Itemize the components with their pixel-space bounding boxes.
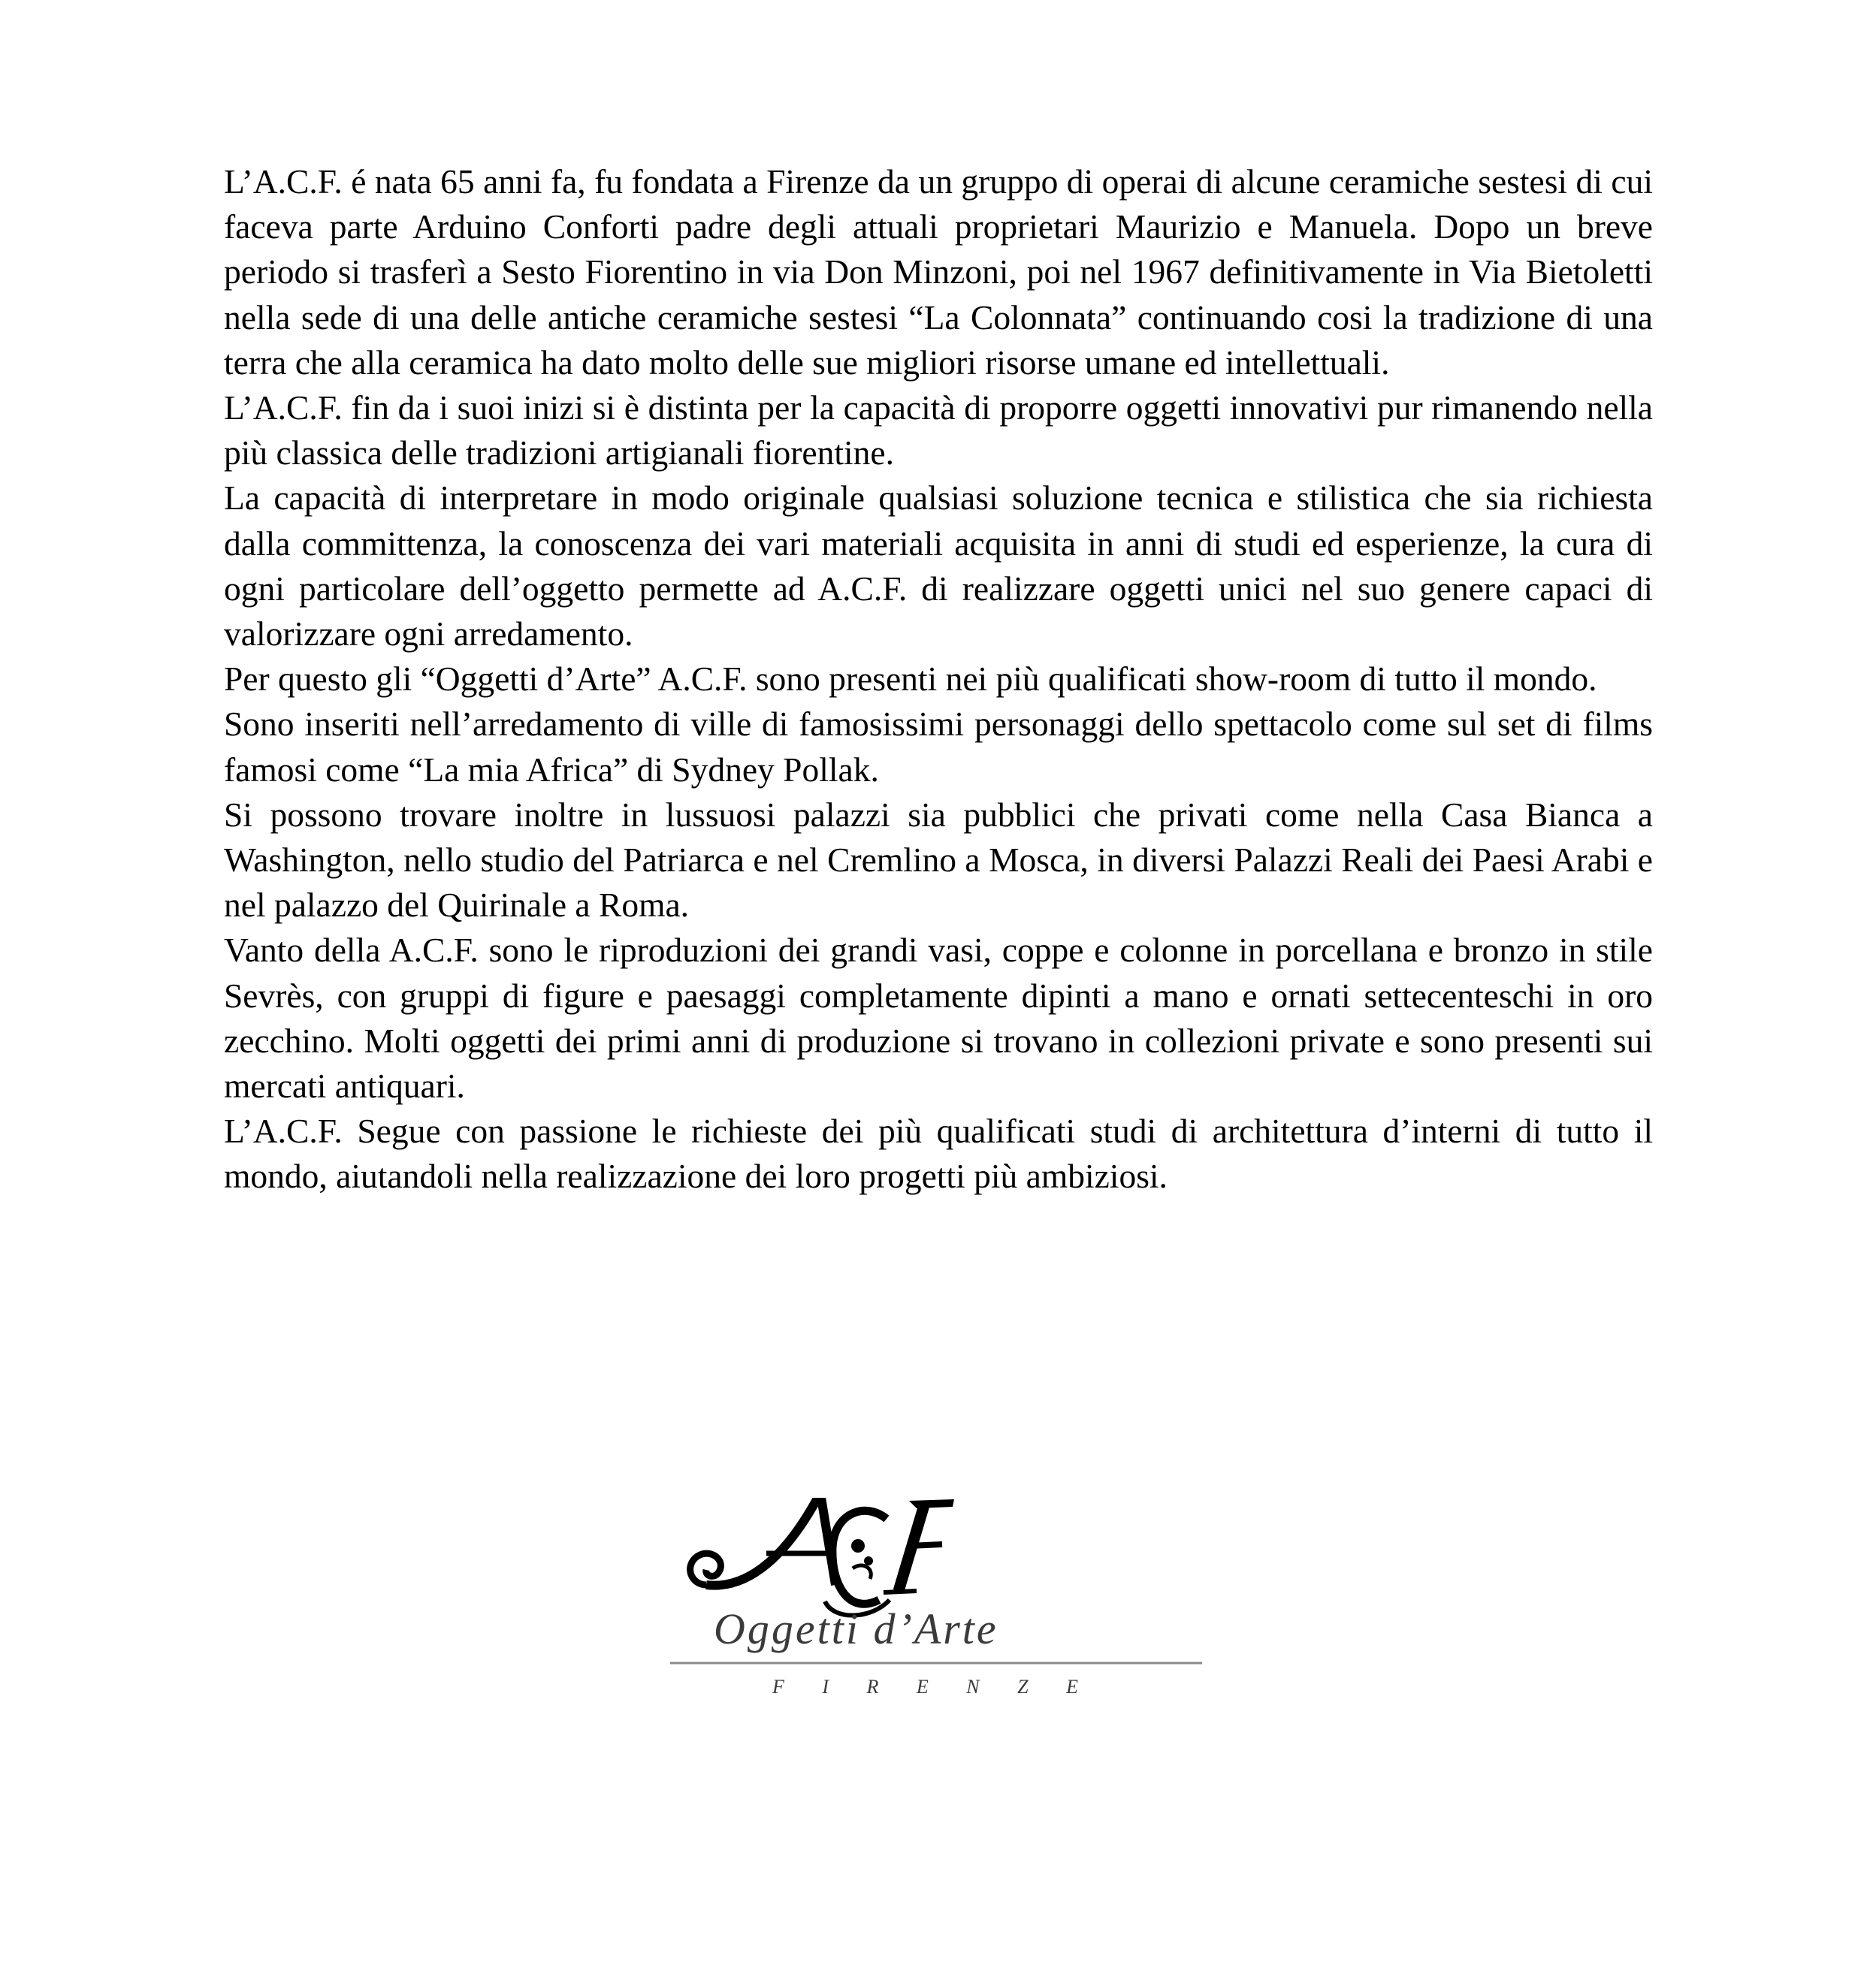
- paragraph-palaces: Si possono trovare inoltre in lussuosi palazzi sia pubblici che privati come nella Casa Bianca a Washington, nello studio del Patriarca e nel Cremlino a Mosca, in diversi Palazzi Reali dei Paesi Arabi e nel palazzo del Quirinale a Roma.: [224, 795, 1653, 925]
- paragraph-showrooms: Per questo gli “Oggetti d’Arte” A.C.F. sono presenti nei più qualificati show-room di tutto il mondo.: [224, 660, 1597, 699]
- paragraph-celebrities: Sono inseriti nell’arredamento di ville di famosissimi personaggi dello spettacolo come sul set di films famosi come “La mia Africa” di Sydney Pollak.: [224, 705, 1653, 789]
- body-text: [224, 159, 1653, 1200]
- paragraph-sevres: Vanto della A.C.F. sono le riproduzioni dei grandi vasi, coppe e colonne in porcellana e bronzo in stile Sevrès, con gruppi di figure e paesaggi completamente dipinti a mano e ornati settecenteschi in oro zecchino. Molti oggetti dei primi anni di produzione si trovano in collezioni private e sono presenti sui mercati antiquari.: [224, 931, 1653, 1106]
- logo-letter-c: [825, 1511, 890, 1615]
- paragraph-history: L’A.C.F. é nata 65 anni fa, fu fondata a Firenze da un gruppo di operai di alcune ceramiche sestesi di cui faceva parte Arduino Conforti padre degli attuali proprietari Maurizio e Manuela. Dopo un breve periodo si trasferì a Sesto Fiorentino in via Don Minzoni, poi nel 1967 definitivamente in Via Bietoletti nella sede di una delle antiche ceramiche sestesi “La Colonnata” continuando cosi la tradizione di una terra che alla ceramica ha dato molto delle sue migliori risorse umane ed intellettuali.: [224, 162, 1653, 382]
- logo-tagline: Oggetti d’Arte: [714, 1604, 998, 1653]
- logo-letter-f: [884, 1499, 954, 1592]
- acf-logo-graphic: [661, 1472, 1217, 1698]
- logo-letter-a: [690, 1502, 835, 1586]
- paragraph-architecture: L’A.C.F. Segue con passione le richieste dei più qualificati studi di architettura d’interni di tutto il mondo, aiutandoli nella realizzazione dei loro progetti più ambiziosi.: [224, 1112, 1653, 1196]
- paragraph-innovation: L’A.C.F. fin da i suoi inizi si è distinta per la capacità di proporre oggetti innovativi pur rimanendo nella più classica delle tradizioni artigianali fiorentine.: [224, 388, 1653, 472]
- acf-logo: [661, 1472, 1217, 1698]
- paragraph-capability: La capacità di interpretare in modo originale qualsiasi soluzione tecnica e stilistica che sia richiesta dalla committenza, la conoscenza dei vari materiali acquisita in anni di studi ed esperienze, la cura di ogni particolare dell’oggetto permette ad A.C.F. di realizzare oggetti unici nel suo genere capaci di valorizzare ogni arredamento.: [224, 478, 1653, 653]
- logo-city: F I R E N Z E: [772, 1676, 1095, 1698]
